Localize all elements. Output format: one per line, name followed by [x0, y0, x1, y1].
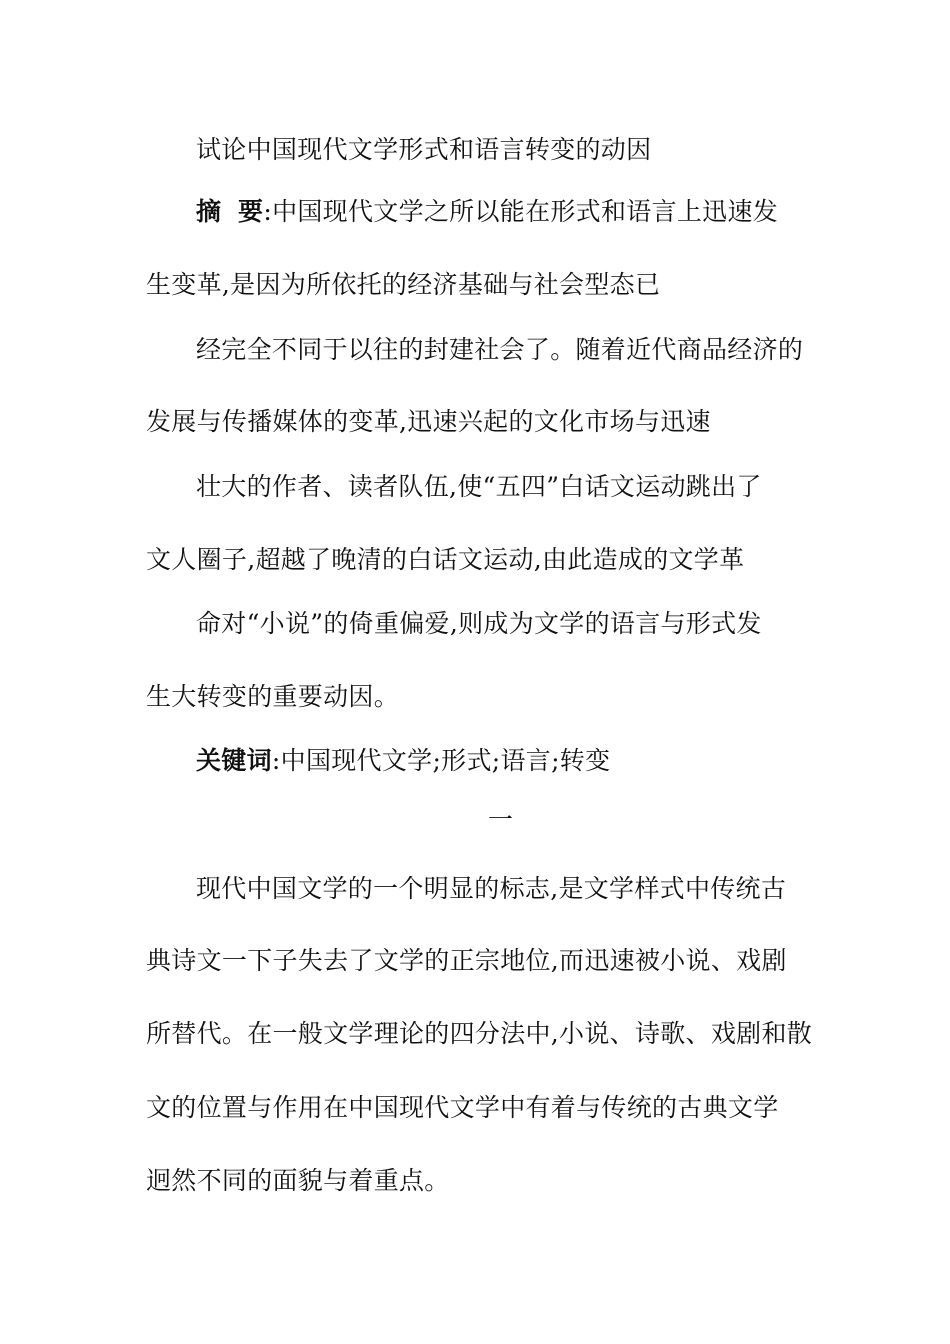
- abstract-label-char1: 摘: [196, 197, 239, 226]
- keywords-colon: :: [271, 746, 281, 775]
- abstract-line-2: 生变革,是因为所依托的经济基础与社会型态已: [146, 270, 661, 299]
- section-number: 一: [488, 805, 514, 834]
- body-line-4: 文的位置与作用在中国现代文学中有着与传统的古典文学: [146, 1093, 779, 1122]
- body-line-2: 典诗文一下子失去了文学的正宗地位,而迅速被小说、戏剧: [146, 946, 787, 975]
- body-line-3: 所替代。在一般文学理论的四分法中,小说、诗歌、戏剧和散: [146, 1019, 813, 1048]
- keywords-label: 关键词: [196, 746, 272, 775]
- abstract-line-4: 发展与传播媒体的变革,迅速兴起的文化市场与迅速: [146, 407, 711, 436]
- abstract-line-1: 中国现代文学之所以能在形式和语言上迅速发: [272, 197, 779, 226]
- abstract-line-8: 生大转变的重要动因。: [146, 682, 400, 711]
- abstract-first-line: [196, 196, 778, 228]
- document-title: 试论中国现代文学形式和语言转变的动因: [196, 135, 652, 164]
- keywords-text: 中国现代文学;形式;语言;转变: [280, 746, 611, 775]
- body-line-1: 现代中国文学的一个明显的标志,是文学样式中传统古: [196, 874, 787, 903]
- body-line-5: 迥然不同的面貌与着重点。: [146, 1166, 450, 1195]
- abstract-line-6: 文人圈子,超越了晚清的白话文运动,由此造成的文学革: [146, 545, 745, 574]
- abstract-line-7: 命对“小说”的倚重偏爱,则成为文学的语言与形式发: [196, 609, 762, 638]
- abstract-line-5: 壮大的作者、读者队伍,使“五四”白话文运动跳出了: [196, 472, 762, 501]
- keywords-line: [196, 745, 610, 777]
- abstract-label-char2: 要: [238, 197, 264, 226]
- abstract-colon: :: [263, 197, 273, 226]
- abstract-line-3: 经完全不同于以往的封建社会了。随着近代商品经济的: [196, 335, 804, 364]
